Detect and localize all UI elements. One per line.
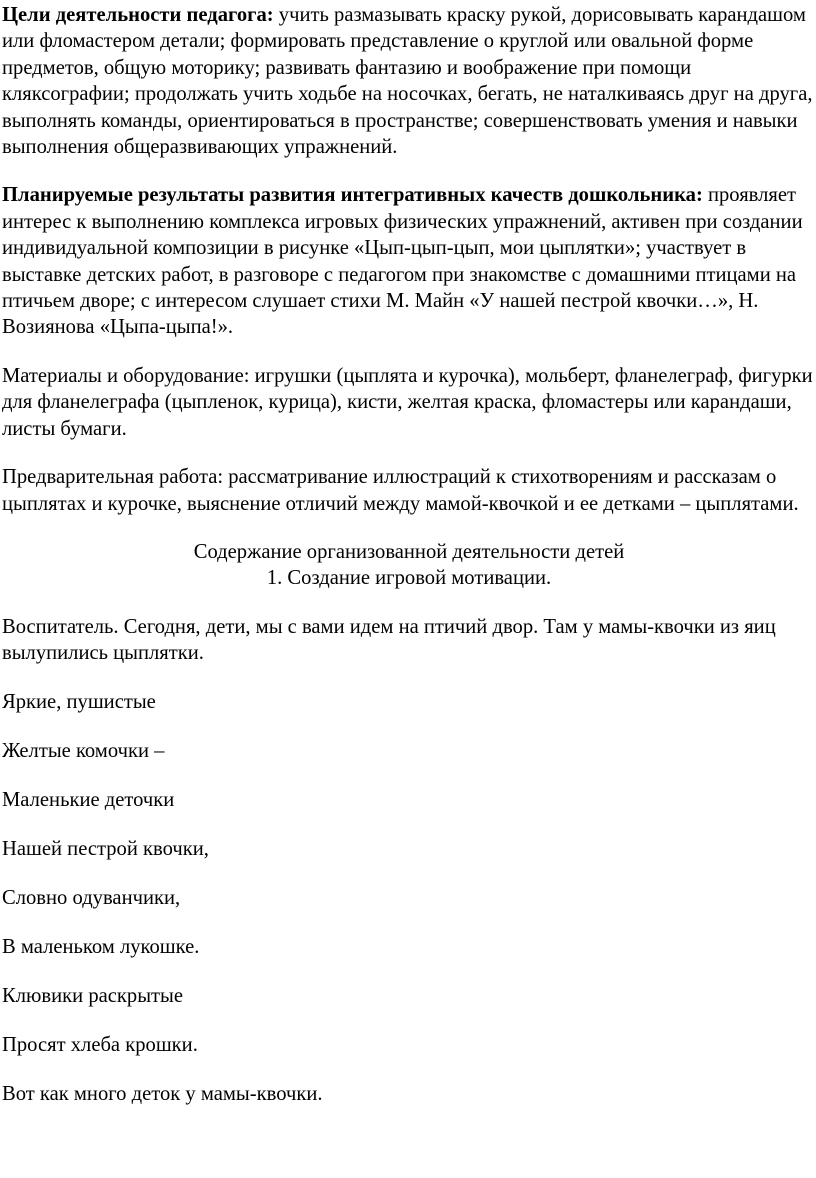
verse-line: Просят хлеба крошки. [2, 1033, 198, 1056]
verse-list [2, 689, 816, 1107]
preliminary-paragraph: Предварительная работа: рассматривание иллюстраций к стихотворениям и рассказам о цыплятах и курочке, выяснение отличий между мамой-квочкой и ее детками – цыплятами. [2, 466, 799, 515]
goals-text: учить размазывать краску рукой, дорисовывать карандашом или фломастером детали; формировать представление о круглой или овальной форме предметов, общую моторику; развивать фантазию и воображение при помощи кляксографии; продолжать учить ходьбе на носочках, бегать, не наталкиваясь друг на друга, выполнять команды, ориентироваться в пространстве; совершенствовать умения и навыки выполнения общеразвивающих упражнений. [2, 4, 813, 159]
teacher-intro-paragraph: Воспитатель. Сегодня, дети, мы с вами идем на птичий двор. Там у мамы-квочки из яиц вылупились цыплятки. [2, 615, 776, 665]
results-label: Планируемые результаты развития интегративных качеств дошкольника: [2, 184, 703, 207]
goals-paragraph [2, 2, 814, 160]
verse-line: В маленьком лукошке. [2, 935, 200, 958]
verse-line: Вот как много деток у мамы-квочки. [2, 1082, 323, 1105]
verse-line: Желтые комочки – [2, 739, 165, 762]
materials-paragraph: Материалы и оборудование: игрушки (цыплята и курочка), мольберт, фланелеграф, фигурки для фланелеграфа (цыпленок, курица), кисти, желтая краска, фломастеры или карандаши, листы бумаги. [2, 364, 813, 440]
verse-line: Маленькие деточки [2, 788, 175, 811]
section-subtitle: 1. Создание игровой мотивации. [266, 567, 552, 590]
verse-line: Яркие, пушистые [2, 690, 156, 713]
verse-line: Словно одуванчики, [2, 886, 181, 909]
section-title: Содержание организованной деятельности детей [193, 540, 625, 563]
goals-label: Цели деятельности педагога: [2, 4, 274, 26]
verse-line: Клювики раскрытые [2, 984, 184, 1007]
section-heading [2, 539, 816, 592]
verse-line: Нашей пестрой квочки, [2, 837, 209, 860]
results-text: проявляет интерес к выполнению комплекса игровых физических упражнений, активен при создании индивидуальной композиции в рисунке «Цып-цып-цып, мои цыплятки»; участвует в выставке детских работ, в разговоре с педагогом при знакомстве с домашними птицами на птичьем дворе; с интересом слушает стихи М. Майн «У нашей пестрой квочки…», Н. Возиянова «Цыпа-цыпа!». [2, 184, 803, 339]
results-paragraph [2, 182, 814, 340]
